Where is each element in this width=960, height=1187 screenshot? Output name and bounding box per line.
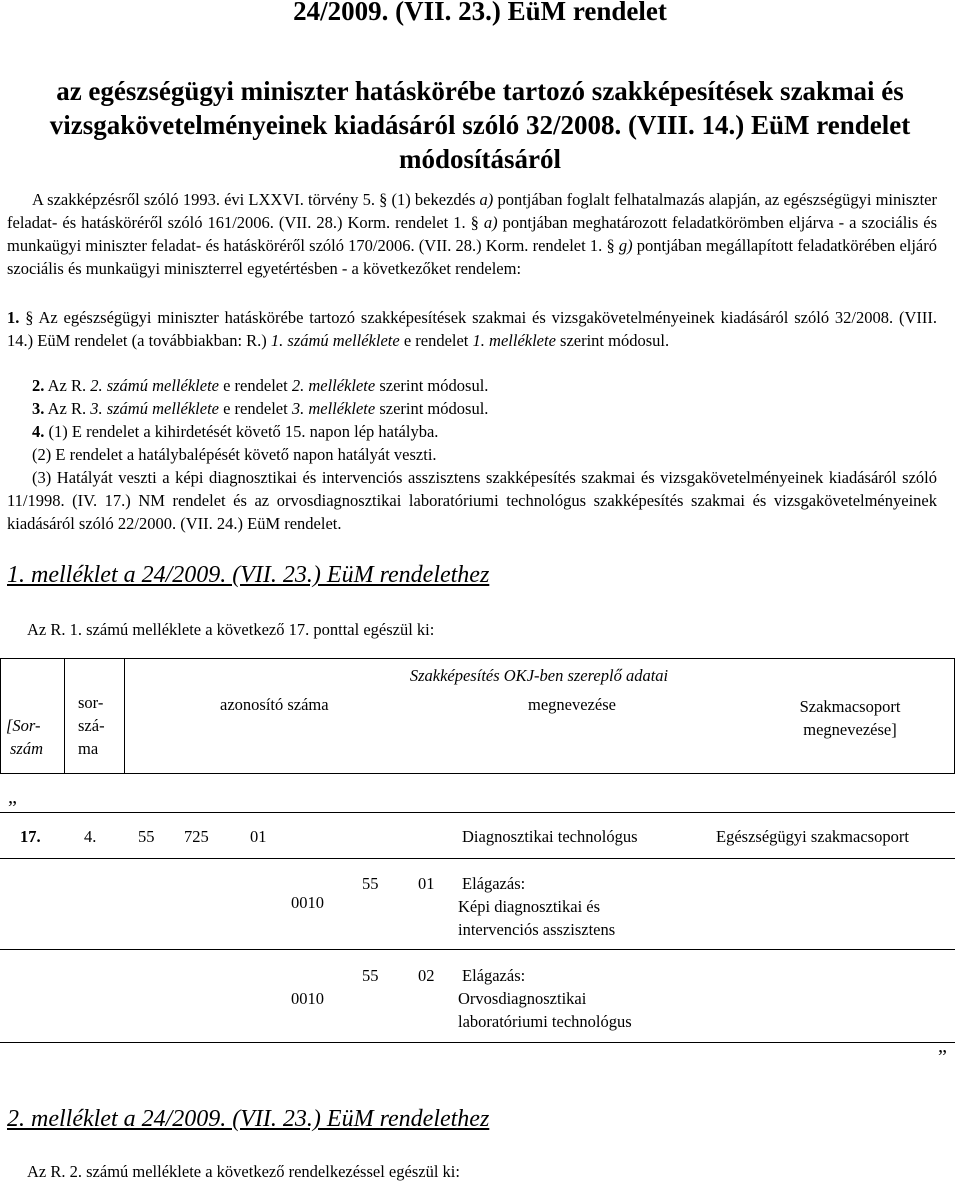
document-subtitle-line-3: módosításáról xyxy=(399,144,561,174)
section-2: 2. Az R. 2. számú melléklete e rendelet 2. melléklete szerint módosul. xyxy=(32,376,489,395)
column-header-sorszama-2: szá- xyxy=(78,716,105,735)
column-header-megnevezes: megnevezése xyxy=(528,695,616,714)
annex-2-heading: 2. melléklet a 24/2009. (VII. 23.) EüM rendelethez xyxy=(7,1106,490,1132)
preamble-paragraph: A szakképzésről szóló 1993. évi LXXVI. törvény 5. § (1) bekezdés a) pontjában foglalt felhatalmazás alapján, az egészségügyi miniszter feladat- és hatásköréről szóló 161/2006. (VII. 28.) Korm. rendelet 1. § a) pontjában meghatározott feladatkörömben eljárva - a szociális és munkaügyi miniszter feladat- és hatásköréről szóló 170/2006. (VII. 28.) Korm. rendelet 1. § g) pontjában megállapított feladatkörében eljáró szociális és munkaügyi miniszterrel egyetértésben - a következőket rendelem: xyxy=(7,190,938,278)
section-4-paragraph-2: (2) E rendelet a hatálybalépését követő napon hatályát veszti. xyxy=(32,445,437,464)
closing-quote: ” xyxy=(938,1046,947,1068)
section-4-paragraph-3: (3) Hatályát veszti a képi diagnosztikai és intervenciós asszisztens szakképesítés szakmai és vizsgakövetelményeinek kiadásáról szóló 11/1998. (IV. 17.) NM rendelet és az orvosdiagnosztikai laboratóriumi technológus szakképesítés szakmai és vizsgakövetelményeinek kiadásáról szóló 22/2000. (VII. 24.) EüM rendelet. xyxy=(7,468,937,533)
column-header-sorszam-2: szám xyxy=(10,739,44,758)
section-4: 4. (1) E rendelet a kihirdetését követő 15. napon lép hatályba. xyxy=(32,422,439,441)
column-header-azonosito: azonosító száma xyxy=(220,695,329,714)
annex-1-intro: Az R. 1. számú melléklete a következő 17. ponttal egészül ki: xyxy=(27,620,435,639)
column-header-sorszam-1: [Sor- xyxy=(6,716,41,735)
annex-1-heading: 1. melléklet a 24/2009. (VII. 23.) EüM rendelethez xyxy=(7,562,490,588)
opening-quote: „ xyxy=(8,786,17,808)
annex-2-intro: Az R. 2. számú melléklete a következő rendelkezéssel egészül ki: xyxy=(27,1162,460,1181)
column-header-szakmacsoport-2: megnevezése] xyxy=(803,720,897,739)
document-subtitle-line-2: vizsgakövetelményeinek kiadásáról szóló 32/2008. (VIII. 14.) EüM rendelet xyxy=(49,110,911,140)
column-header-szakmacsoport-1: Szakmacsoport xyxy=(799,697,901,716)
table-group-header: Szakképesítés OKJ-ben szereplő adatai xyxy=(409,666,669,685)
document-subtitle-line-1: az egészségügyi miniszter hatáskörébe tartozó szakképesítések szakmai és xyxy=(56,76,904,106)
section-1: 1. § Az egészségügyi miniszter hatáskörébe tartozó szakképesítések szakmai és vizsgakövetelményeinek kiadásáról szóló 32/2008. (VIII. 14.) EüM rendelet (a továbbiakban: R.) 1. számú melléklete e rendelet 1. melléklete szerint módosul. xyxy=(7,308,938,350)
section-3: 3. Az R. 3. számú melléklete e rendelet 3. melléklete szerint módosul. xyxy=(32,399,489,418)
column-header-sorszama-1: sor- xyxy=(78,693,104,712)
document-title: 24/2009. (VII. 23.) EüM rendelet xyxy=(293,0,667,26)
column-header-sorszama-3: ma xyxy=(78,739,99,758)
